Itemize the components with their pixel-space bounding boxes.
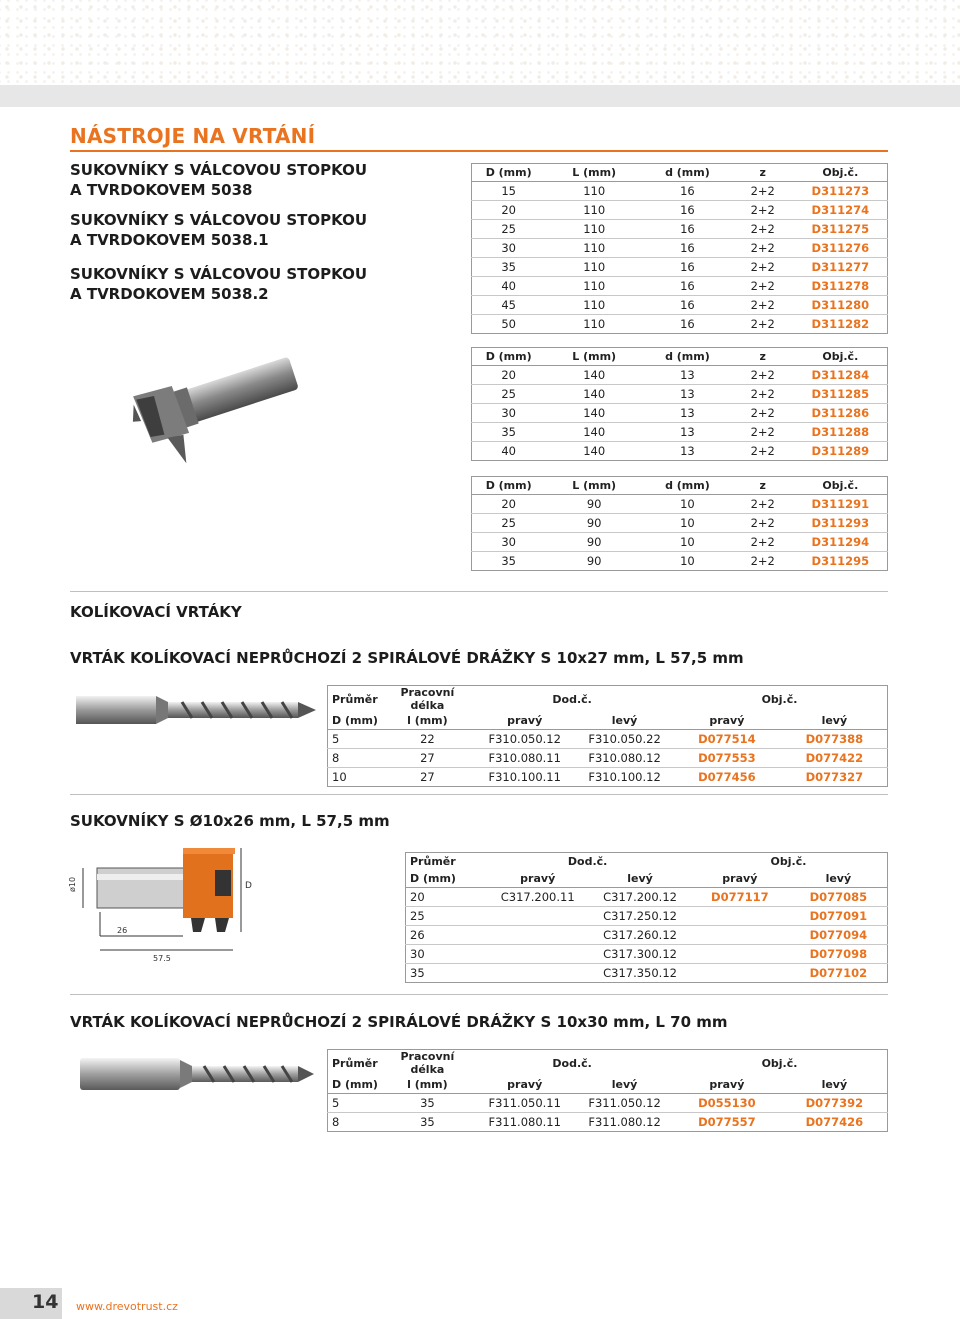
table-cell: C317.200.11 — [500, 890, 575, 904]
order-code-cell: D311293 — [811, 516, 870, 530]
hinge-bit-drawing — [65, 840, 255, 969]
order-code-cell: D311284 — [811, 368, 870, 382]
table-cell: 16 — [680, 203, 695, 217]
header-left: levý — [611, 714, 638, 727]
section-divider — [70, 591, 888, 592]
header-right: pravý — [507, 714, 543, 727]
spec-table-5038-2 — [471, 476, 888, 571]
table-cell: 2+2 — [750, 368, 775, 382]
product-name-line: SUKOVNÍKY S VÁLCOVOU STOPKOU — [70, 211, 368, 229]
order-code-cell: D077557 — [698, 1115, 756, 1129]
table-cell: 16 — [680, 317, 695, 331]
header-d: D (mm) — [485, 479, 532, 492]
table-cell: 2+2 — [750, 203, 775, 217]
order-code-cell: D077514 — [698, 732, 756, 746]
product-title-10x27: VRTÁK KOLÍKOVACÍ NEPRŮCHOZÍ 2 SPIRÁLOVÉ DRÁŽKY S 10x27 mm, L 57,5 mm — [70, 649, 744, 667]
header-d: D (mm) — [485, 166, 532, 179]
table-row — [406, 945, 888, 964]
table-cell: F310.100.12 — [588, 770, 661, 784]
table-cell: 10 — [680, 497, 695, 511]
order-code-cell: D311277 — [811, 260, 870, 274]
table-cell: 30 — [501, 406, 516, 420]
table-row — [472, 258, 888, 277]
order-code-cell: D077388 — [805, 732, 864, 746]
product-title-10x30: VRTÁK KOLÍKOVACÍ NEPRŮCHOZÍ 2 SPIRÁLOVÉ DRÁŽKY S 10x30 mm, L 70 mm — [70, 1013, 728, 1031]
product-name-line: SUKOVNÍKY S VÁLCOVOU STOPKOU — [70, 265, 368, 283]
table-cell: F310.050.12 — [488, 732, 561, 746]
order-code-cell: D077426 — [805, 1115, 864, 1129]
header-right: pravý — [520, 872, 556, 885]
drawing-label-depth: 26 — [117, 926, 128, 935]
header-supplier-no: Dod.č. — [552, 692, 592, 706]
header-l: L (mm) — [572, 350, 617, 363]
dowel-drill-image — [72, 690, 322, 734]
table-cell: 35 — [420, 1115, 435, 1129]
table-cell: 10 — [680, 554, 695, 568]
order-code-cell: D077098 — [809, 947, 868, 961]
table-cell: 30 — [501, 241, 516, 255]
product-name-line: SUKOVNÍKY S VÁLCOVOU STOPKOU — [70, 161, 368, 179]
header-d: D (mm) — [332, 714, 378, 727]
table-cell — [485, 907, 590, 926]
header-left: levý — [821, 714, 848, 727]
header-working-length: Pracovní délka — [400, 1050, 455, 1076]
header-right: pravý — [709, 1078, 745, 1091]
table-row — [328, 730, 888, 749]
table-cell: 26 — [410, 928, 425, 942]
table-cell — [485, 926, 590, 945]
table-cell: 20 — [501, 203, 516, 217]
table-cell: 10 — [680, 516, 695, 530]
table-cell: 2+2 — [750, 317, 775, 331]
header-left: levý — [821, 1078, 848, 1091]
table-cell: 5 — [332, 1096, 340, 1110]
order-code-cell: D077094 — [809, 928, 868, 942]
header-supplier-no: Dod.č. — [567, 855, 608, 868]
section-title-kolikovaci: KOLÍKOVACÍ VRTÁKY — [70, 603, 242, 621]
table-cell: 16 — [680, 279, 695, 293]
order-code-cell: D077091 — [809, 909, 868, 923]
table-cell: 45 — [501, 298, 516, 312]
dowel-drill-table-10x30 — [327, 1049, 888, 1132]
drawing-label-diameter: D — [245, 881, 252, 891]
header-shank-d: d (mm) — [665, 479, 710, 492]
table-row — [472, 404, 888, 423]
table-cell: 13 — [680, 387, 695, 401]
table-cell: 30 — [501, 535, 516, 549]
table-cell: 50 — [501, 317, 516, 331]
table-cell: C317.300.12 — [603, 947, 677, 961]
table-cell: 90 — [586, 497, 602, 511]
table-cell: 90 — [586, 516, 602, 530]
order-code-cell: D311278 — [811, 279, 870, 293]
header-right: pravý — [507, 1078, 543, 1091]
table-cell — [485, 945, 590, 964]
table-cell: 20 — [501, 368, 516, 382]
table-cell: 110 — [583, 317, 606, 331]
table-cell: 5 — [332, 732, 340, 746]
drawing-label-shank-diameter: ø10 — [68, 876, 77, 892]
order-code-cell: D077553 — [698, 751, 756, 765]
order-code-cell — [690, 964, 790, 983]
table-cell: 27 — [420, 751, 435, 765]
order-code-cell: D077456 — [698, 770, 756, 784]
table-row — [472, 533, 888, 552]
table-row — [472, 315, 888, 334]
header-left: levý — [627, 872, 653, 885]
table-cell: 35 — [501, 425, 516, 439]
order-code-cell — [690, 945, 790, 964]
table-cell: 10 — [680, 535, 695, 549]
table-cell: C317.200.12 — [603, 890, 677, 904]
dowel-drill-drawing — [72, 690, 322, 730]
forstner-bit-image — [130, 350, 300, 474]
table-cell: 110 — [583, 298, 606, 312]
header-l: L (mm) — [572, 166, 617, 179]
table-cell: 140 — [583, 425, 606, 439]
table-cell: 140 — [583, 368, 606, 382]
header-gray-strip — [0, 85, 960, 107]
table-row — [328, 1113, 888, 1132]
table-cell: 2+2 — [750, 535, 775, 549]
table-cell: 16 — [680, 260, 695, 274]
header-order-no: Obj.č. — [770, 855, 807, 868]
header-order-no: Obj.č. — [761, 692, 798, 706]
table-cell: 2+2 — [750, 406, 775, 420]
dowel-drill-70-image — [78, 1054, 318, 1098]
table-row — [472, 423, 888, 442]
table-cell: 2+2 — [750, 387, 775, 401]
table-cell: 2+2 — [750, 298, 775, 312]
page-number: 14 — [32, 1291, 59, 1313]
table-row — [406, 888, 888, 907]
order-code-cell: D311282 — [811, 317, 870, 331]
table-cell: 40 — [501, 444, 516, 458]
header-right: pravý — [709, 714, 745, 727]
table-cell: 25 — [501, 222, 516, 236]
table-cell: 110 — [583, 184, 606, 198]
table-cell: 20 — [501, 497, 516, 511]
section-title-hinge-boring-bit: SUKOVNÍKY S Ø10x26 mm, L 57,5 mm — [70, 812, 390, 830]
table-cell: F311.050.11 — [488, 1096, 561, 1110]
table-cell: 30 — [410, 947, 425, 961]
table-cell: 16 — [680, 241, 695, 255]
table-cell: 25 — [410, 909, 425, 923]
order-code-cell: D311273 — [811, 184, 870, 198]
table-cell: 13 — [680, 368, 695, 382]
header-diameter: Průměr — [332, 1056, 378, 1070]
table-cell: 110 — [583, 260, 606, 274]
table-row — [328, 749, 888, 768]
table-row — [472, 296, 888, 315]
table-cell: 35 — [410, 966, 425, 980]
dowel-drill-table-10x27 — [327, 685, 888, 787]
table-cell: F310.080.12 — [588, 751, 661, 765]
product-name-line: A TVRDOKOVEM 5038 — [70, 181, 253, 199]
hinge-bit-technical-drawing — [65, 840, 255, 965]
table-cell: 2+2 — [750, 516, 775, 530]
header-order-no: Obj.č. — [761, 1056, 798, 1070]
order-code-cell: D077085 — [809, 890, 868, 904]
product-name-5038-2 — [70, 264, 367, 304]
table-row — [406, 964, 888, 983]
order-code-cell: D077422 — [805, 751, 864, 765]
header-l: l (mm) — [407, 714, 448, 727]
table-cell: 13 — [680, 425, 695, 439]
table-row — [472, 385, 888, 404]
table-cell: 25 — [501, 387, 516, 401]
product-name-5038-1 — [70, 210, 367, 250]
table-row — [328, 768, 888, 787]
table-cell: 110 — [583, 203, 606, 217]
table-cell: 2+2 — [750, 425, 775, 439]
table-cell: C317.260.12 — [603, 928, 677, 942]
header-right: pravý — [722, 872, 758, 885]
table-cell: 35 — [420, 1096, 435, 1110]
table-cell: 2+2 — [750, 184, 775, 198]
order-code-cell: D055130 — [698, 1096, 756, 1110]
order-code-cell: D311294 — [811, 535, 870, 549]
order-code-cell: D311291 — [811, 497, 870, 511]
header-z: z — [759, 350, 766, 363]
table-row — [472, 239, 888, 258]
table-row — [472, 442, 888, 461]
table-cell: F311.080.11 — [488, 1115, 561, 1129]
table-cell: F311.050.12 — [588, 1096, 661, 1110]
table-cell: C317.350.12 — [603, 966, 677, 980]
order-code-cell: D077327 — [805, 770, 864, 784]
header-d: D (mm) — [332, 1078, 378, 1091]
spec-table-5038-1 — [471, 347, 888, 461]
forstner-bit-drawing — [130, 350, 300, 470]
header-order-no: Obj.č. — [822, 479, 859, 492]
table-row — [406, 907, 888, 926]
table-cell: 2+2 — [750, 444, 775, 458]
header-working-length: Pracovní délka — [400, 686, 455, 712]
spec-table-5038 — [471, 163, 888, 334]
table-cell: 2+2 — [750, 279, 775, 293]
header-left: levý — [611, 1078, 638, 1091]
table-cell: F310.050.22 — [588, 732, 661, 746]
table-cell: 8 — [332, 1115, 340, 1129]
table-cell: 10 — [332, 770, 347, 784]
table-cell: 27 — [420, 770, 435, 784]
table-cell: 2+2 — [750, 222, 775, 236]
order-code-cell: D311275 — [811, 222, 870, 236]
page-title: NÁSTROJE NA VRTÁNÍ — [70, 124, 316, 148]
header-d: D (mm) — [410, 872, 456, 885]
table-cell: C317.250.12 — [603, 909, 677, 923]
table-row — [472, 182, 888, 201]
header-supplier-no: Dod.č. — [552, 1056, 592, 1070]
header-diameter: Průměr — [332, 692, 378, 706]
table-cell: 35 — [501, 554, 516, 568]
table-cell: 22 — [420, 732, 435, 746]
header-z: z — [759, 166, 766, 179]
table-cell: 15 — [501, 184, 516, 198]
table-cell: 13 — [680, 406, 695, 420]
product-name-5038 — [70, 160, 367, 200]
order-code-cell: D311274 — [811, 203, 870, 217]
header-l: l (mm) — [407, 1078, 448, 1091]
decorative-header-pattern — [0, 0, 960, 85]
table-cell — [485, 964, 590, 983]
table-row — [406, 926, 888, 945]
order-code-cell: D311286 — [811, 406, 870, 420]
header-diameter: Průměr — [410, 855, 456, 868]
header-shank-d: d (mm) — [665, 350, 710, 363]
dowel-drill-70-drawing — [78, 1054, 318, 1094]
table-cell: 140 — [583, 444, 606, 458]
section-divider — [70, 794, 888, 795]
table-cell: 110 — [583, 222, 606, 236]
drawing-label-length: 57.5 — [153, 954, 171, 963]
order-code-cell: D077392 — [805, 1096, 864, 1110]
table-cell: 110 — [583, 241, 606, 255]
table-cell: 40 — [501, 279, 516, 293]
table-cell: 90 — [586, 554, 602, 568]
table-cell: 16 — [680, 184, 695, 198]
table-row — [472, 495, 888, 514]
table-row — [328, 1094, 888, 1113]
order-code-cell: D311285 — [811, 387, 870, 401]
order-code-cell: D311295 — [811, 554, 870, 568]
table-cell: 2+2 — [750, 497, 775, 511]
table-cell: 16 — [680, 222, 695, 236]
table-cell: 2+2 — [750, 241, 775, 255]
table-cell: F310.100.11 — [488, 770, 561, 784]
table-cell: 35 — [501, 260, 516, 274]
title-rule — [70, 150, 888, 152]
order-code-cell — [690, 926, 790, 945]
product-name-line: A TVRDOKOVEM 5038.1 — [70, 231, 269, 249]
header-left: levý — [825, 872, 852, 885]
table-row — [472, 366, 888, 385]
table-cell: 140 — [583, 387, 606, 401]
header-d: D (mm) — [485, 350, 532, 363]
order-code-cell: D311288 — [811, 425, 870, 439]
table-cell: 2+2 — [750, 260, 775, 274]
order-code-cell: D311276 — [811, 241, 870, 255]
table-cell: 25 — [501, 516, 516, 530]
table-row — [472, 201, 888, 220]
table-cell: 13 — [680, 444, 695, 458]
order-code-cell: D311289 — [811, 444, 870, 458]
table-cell: 16 — [680, 298, 695, 312]
table-cell: 110 — [583, 279, 606, 293]
header-z: z — [759, 479, 766, 492]
header-shank-d: d (mm) — [665, 166, 710, 179]
section-divider — [70, 994, 888, 995]
header-order-no: Obj.č. — [822, 166, 859, 179]
table-cell: 20 — [410, 890, 425, 904]
table-row — [472, 277, 888, 296]
header-l: L (mm) — [572, 479, 617, 492]
product-name-line: A TVRDOKOVEM 5038.2 — [70, 285, 269, 303]
table-cell: 8 — [332, 751, 340, 765]
footer-website-link[interactable]: www.drevotrust.cz — [76, 1300, 178, 1313]
table-cell: 140 — [583, 406, 606, 420]
header-order-no: Obj.č. — [822, 350, 859, 363]
order-code-cell: D311280 — [811, 298, 870, 312]
table-cell: F311.080.12 — [588, 1115, 661, 1129]
table-cell: 90 — [586, 535, 602, 549]
table-row — [472, 552, 888, 571]
table-row — [472, 220, 888, 239]
hinge-bit-table — [405, 852, 888, 983]
order-code-cell: D077102 — [809, 966, 868, 980]
table-row — [472, 514, 888, 533]
table-cell: 2+2 — [750, 554, 775, 568]
order-code-cell — [690, 907, 790, 926]
order-code-cell: D077117 — [711, 890, 769, 904]
table-cell: F310.080.11 — [488, 751, 561, 765]
